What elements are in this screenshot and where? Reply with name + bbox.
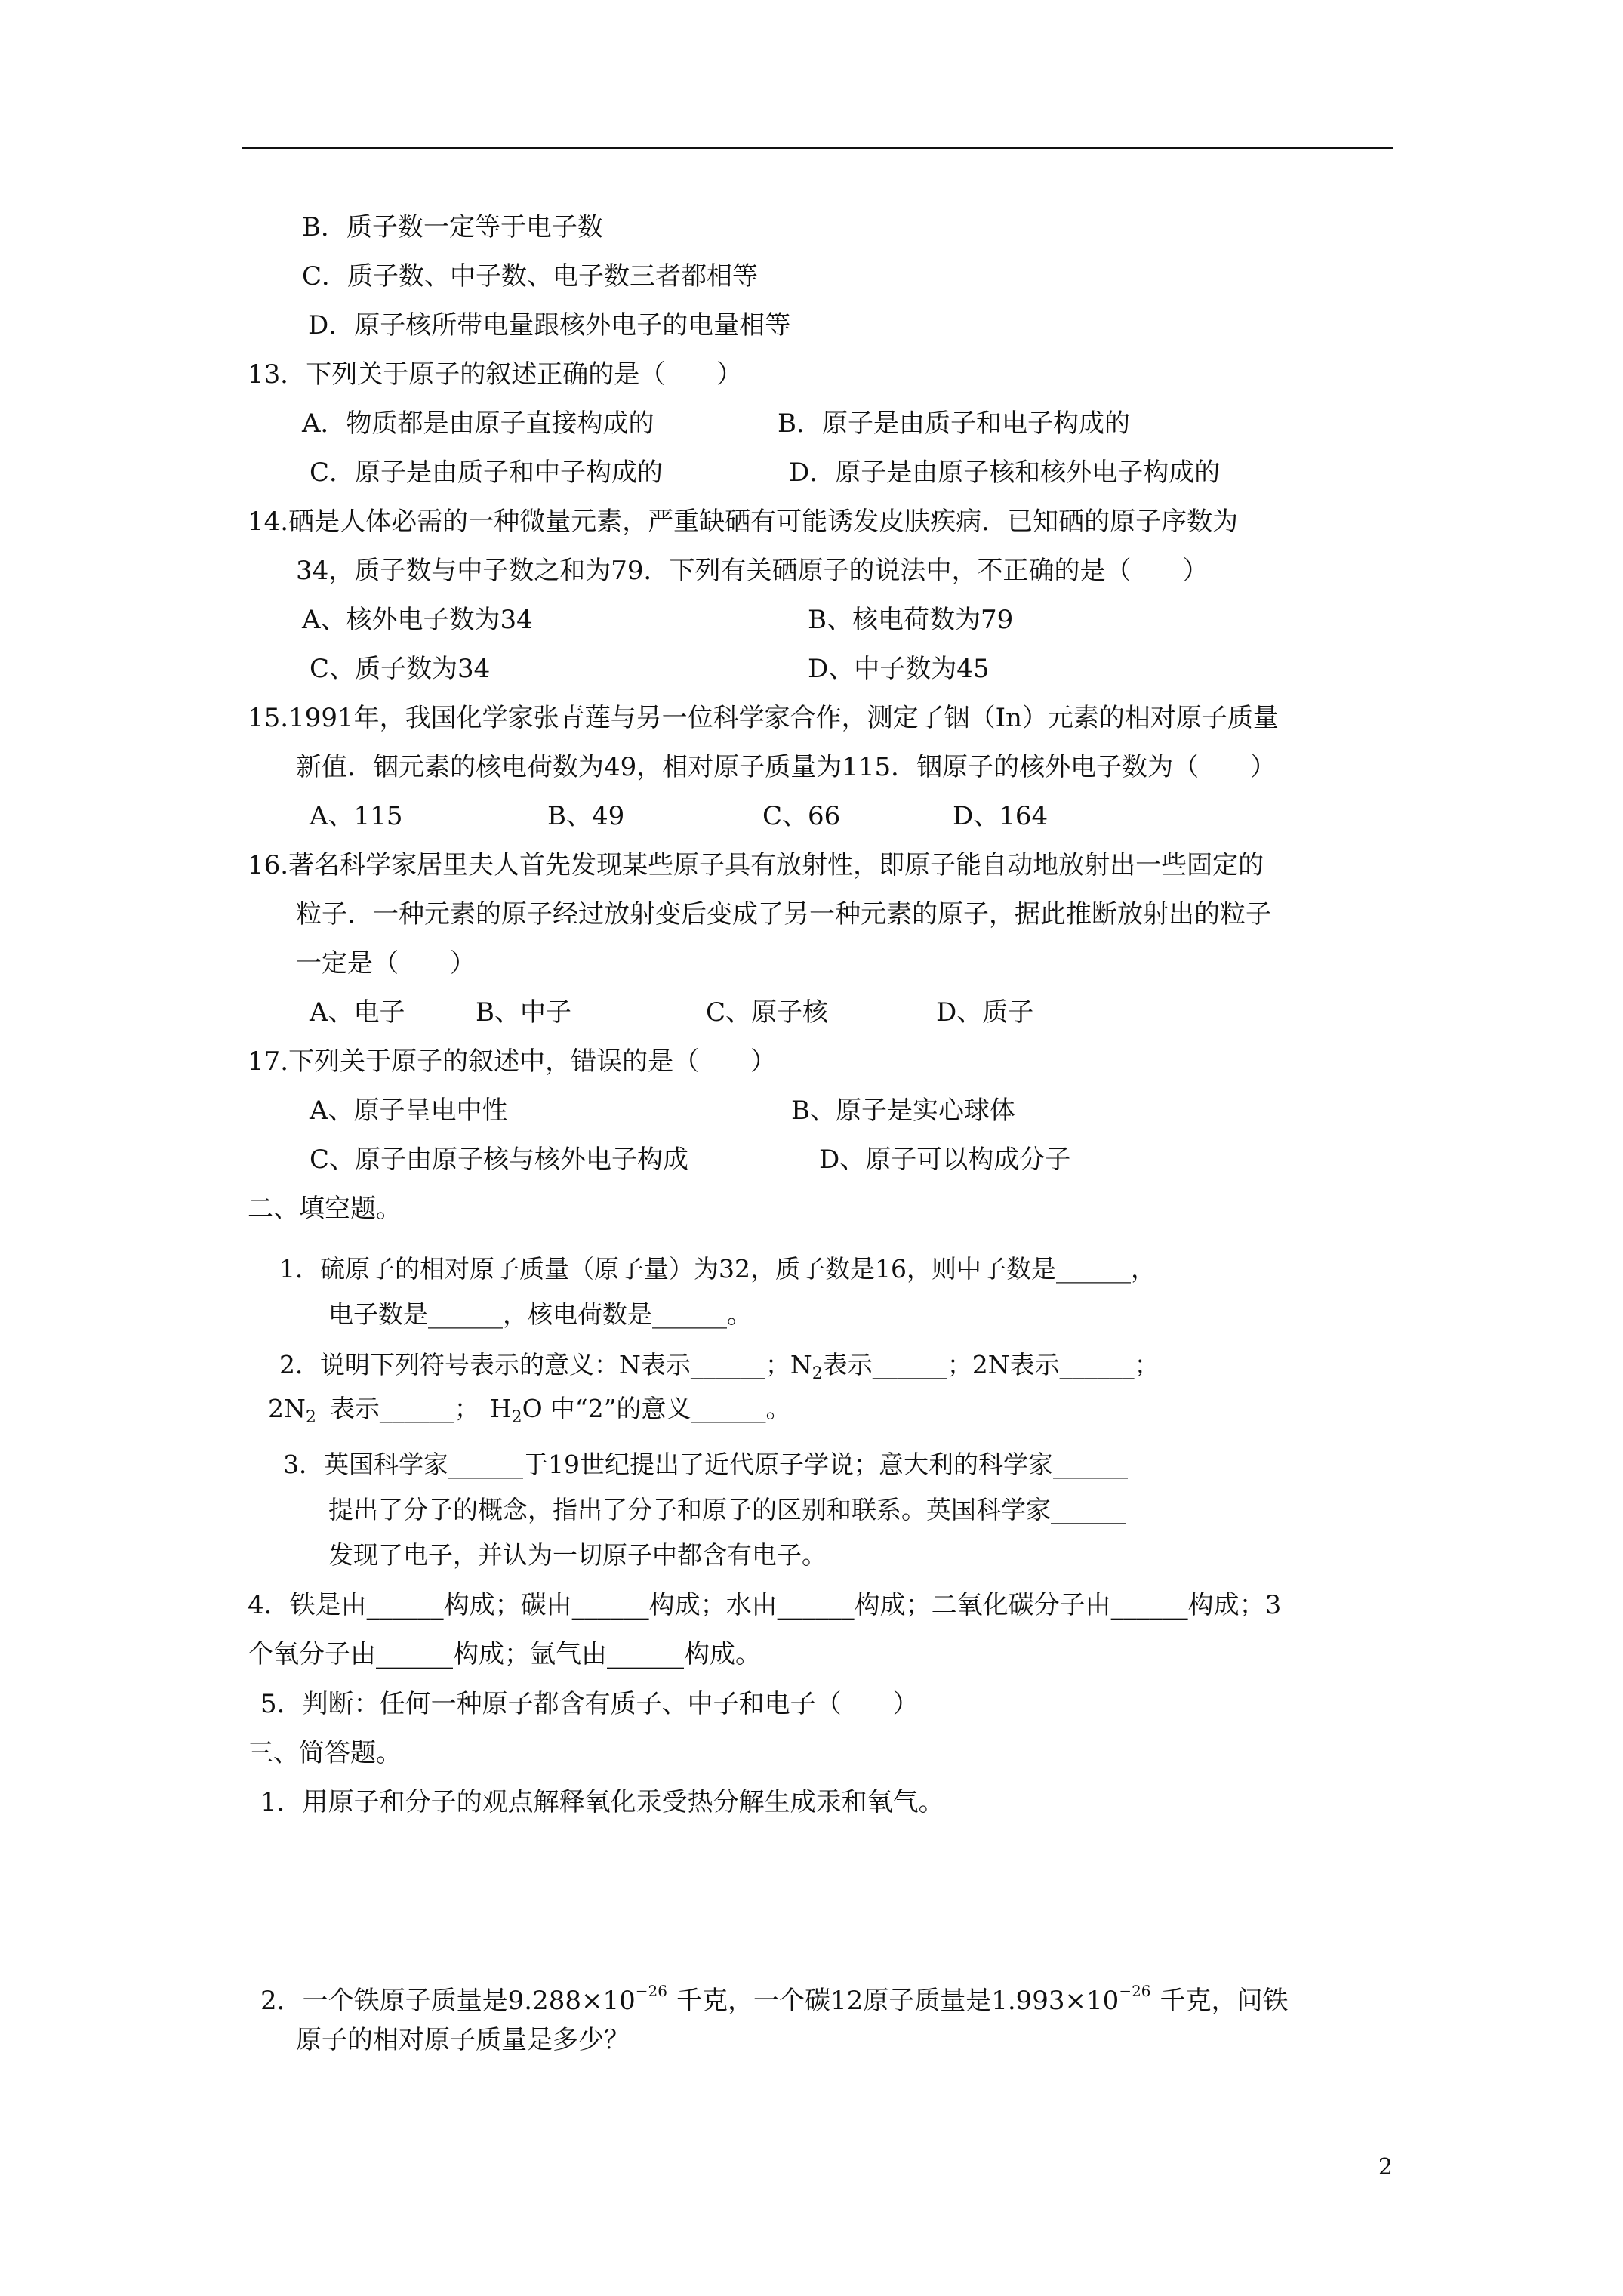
fill2-part4: 中“2”的意义______。	[550, 1394, 791, 1423]
fill2-part3: 表示______；	[329, 1394, 479, 1423]
q17-stem: 17.下列关于原子的叙述中，错误的是（ ）	[248, 1046, 777, 1077]
short2-line2: 原子的相对原子质量是多少？	[296, 2025, 630, 2055]
fill3-line1: 3．英国科学家______于19世纪提出了近代原子学说；意大利的科学家______	[283, 1450, 1128, 1479]
short2-mid: 千克，一个碳12原子质量是	[676, 1986, 992, 2016]
fill2-part1: 2．说明下列符号表示的意义：N表示______；	[279, 1350, 790, 1379]
two-n2-formula: $2N_2$	[268, 1394, 316, 1427]
short2-line1	[260, 1974, 1289, 2017]
fill3-line2: 提出了分子的概念，指出了分子和原子的区别和联系。英国科学家______	[328, 1495, 1126, 1524]
q16-stem-line1: 16.著名科学家居里夫人首先发现某些原子具有放射性，即原子能自动地放射出一些固定的	[248, 850, 1264, 880]
fill5-judge: 5．判断：任何一种原子都含有质子、中子和电子（ ）	[260, 1689, 919, 1719]
q15-option-d: D、164	[953, 801, 1049, 831]
q15-option-b: B、49	[547, 801, 625, 831]
q14-option-d: D、中子数为45	[808, 654, 990, 684]
q13-option-b: B．原子是由质子和电子构成的	[778, 408, 1130, 439]
q15-stem-line1: 15.1991年，我国化学家张青莲与另一位科学家合作，测定了铟（In）元素的相对原子质量	[248, 703, 1279, 733]
q16-option-c: C、原子核	[706, 997, 829, 1028]
q16-option-d: D、质子	[936, 997, 1034, 1028]
q17-option-b: B、原子是实心球体	[791, 1096, 1015, 1126]
q17-option-d: D、原子可以构成分子	[819, 1145, 1071, 1175]
q13-stem: 13．下列关于原子的叙述正确的是（ ）	[248, 359, 743, 390]
q14-option-b: B、核电荷数为79	[808, 605, 1014, 635]
short2-prefix: 2．一个铁原子质量是	[260, 1986, 508, 2016]
section-fill-in-heading: 二、填空题。	[248, 1194, 402, 1224]
q12-option-b: B．质子数一定等于电子数	[302, 212, 603, 242]
short1-question: 1．用原子和分子的观点解释氧化汞受热分解生成汞和氧气。	[260, 1787, 944, 1817]
q14-stem-line1: 14.硒是人体必需的一种微量元素，严重缺硒有可能诱发皮肤疾病．已知硒的原子序数为	[248, 507, 1239, 537]
fill4-line1: 4．铁是由______构成；碳由______构成；水由______构成；二氧化碳分子由______构成；3	[248, 1590, 1282, 1620]
q16-stem-line3: 一定是（ ）	[296, 948, 476, 978]
q15-stem-line2: 新值．铟元素的核电荷数为49，相对原子质量为115．铟原子的核外电子数为（ ）	[296, 752, 1277, 782]
q17-option-a: A、原子呈电中性	[310, 1096, 508, 1126]
n2-formula: $N_2$	[790, 1350, 823, 1383]
q14-option-a: A、核外电子数为34	[302, 605, 533, 635]
q13-option-a: A．物质都是由原子直接构成的	[302, 408, 654, 439]
h2o-formula: $H_2O$	[489, 1394, 543, 1427]
fill2-part2: 表示______；2N表示______；	[822, 1350, 1160, 1379]
q16-stem-line2: 粒子．一种元素的原子经过放射变后变成了另一种元素的原子，据此推断放射出的粒子	[296, 899, 1271, 929]
page-number: 2	[1378, 2154, 1393, 2180]
q16-option-a: A、电子	[310, 997, 405, 1028]
q15-option-c: C、66	[762, 801, 841, 831]
q17-option-c: C、原子由原子核与核外电子构成	[310, 1145, 689, 1175]
fill4-line2: 个氧分子由______构成；氩气由______构成。	[248, 1639, 761, 1669]
section-short-answer-heading: 三、简答题。	[248, 1738, 402, 1768]
q14-stem-line2: 34，质子数与中子数之和为79．下列有关硒原子的说法中，不正确的是（ ）	[296, 556, 1209, 586]
carbon-mass-formula: $1.993\times 10^{-26}$	[991, 1982, 1151, 2016]
q12-option-d: D．原子核所带电量跟核外电子的电量相等	[308, 310, 791, 341]
short2-suffix: 千克，问铁	[1160, 1986, 1289, 2016]
header-rule	[242, 147, 1393, 149]
fill2-line1	[279, 1348, 1160, 1391]
q14-option-c: C、质子数为34	[310, 654, 491, 684]
q12-option-c: C．质子数、中子数、电子数三者都相等	[302, 261, 759, 291]
fill2-line2	[268, 1392, 790, 1435]
q16-option-b: B、中子	[476, 997, 571, 1028]
fill1-line2: 电子数是______，核电荷数是______。	[328, 1299, 752, 1329]
fill3-line3: 发现了电子，并认为一切原子中都含有电子。	[328, 1540, 827, 1570]
q15-option-a: A、115	[310, 801, 403, 831]
q13-option-c: C．原子是由质子和中子构成的	[310, 458, 664, 488]
q13-option-d: D．原子是由原子核和核外电子构成的	[789, 458, 1221, 488]
fill1-line1: 1．硫原子的相对原子质量（原子量）为32，质子数是16，则中子数是______，	[279, 1254, 1156, 1284]
iron-mass-formula: $9.288\times 10^{-26}$	[507, 1982, 667, 2016]
